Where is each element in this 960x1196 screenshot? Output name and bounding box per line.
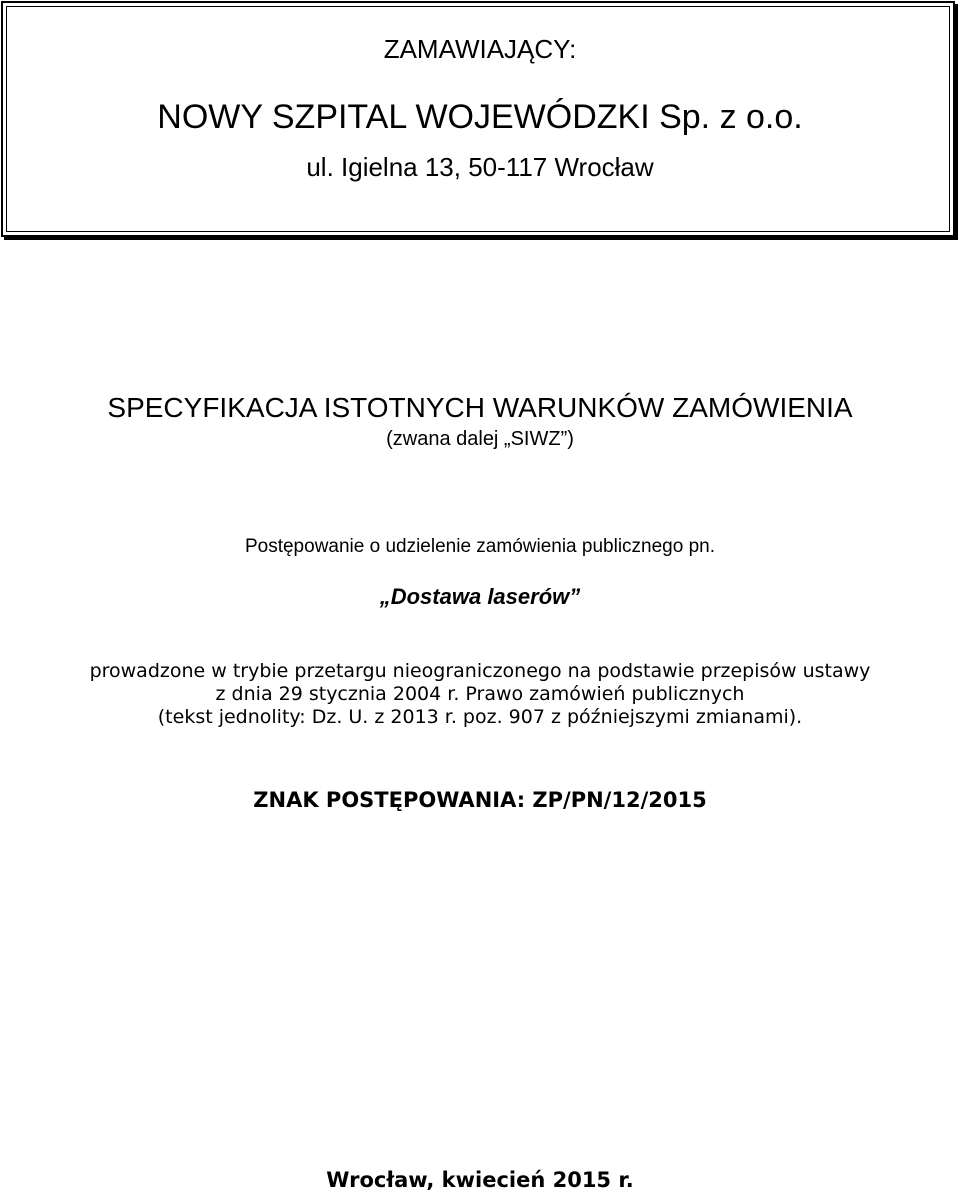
orderer-label: ZAMAWIAJĄCY: bbox=[383, 34, 577, 64]
document-subtitle: (zwana dalej „SIWZ”) bbox=[386, 428, 574, 450]
orderer-name: NOWY SZPITAL WOJEWÓDZKI Sp. z o.o. bbox=[157, 98, 803, 136]
orderer-address: ul. Igielna 13, 50-117 Wrocław bbox=[306, 152, 654, 182]
case-number: ZNAK POSTĘPOWANIA: ZP/PN/12/2015 bbox=[253, 788, 707, 812]
legal-basis bbox=[0, 660, 960, 729]
document-title: SPECYFIKACJA ISTOTNYCH WARUNKÓW ZAMÓWIENIA bbox=[107, 392, 853, 423]
legal-basis-line: (tekst jednolity: Dz. U. z 2013 r. poz. 907 z późniejszymi zmianami). bbox=[157, 706, 803, 728]
place-date: Wrocław, kwiecień 2015 r. bbox=[326, 1168, 634, 1192]
procedure-name: „Dostawa laserów” bbox=[379, 584, 581, 609]
legal-basis-line: prowadzone w trybie przetargu nieograniczonego na podstawie przepisów ustawy bbox=[89, 660, 871, 682]
legal-basis-line: z dnia 29 stycznia 2004 r. Prawo zamówień publicznych bbox=[215, 683, 745, 705]
procedure-intro: Postępowanie o udzielenie zamówienia publicznego pn. bbox=[244, 536, 716, 557]
